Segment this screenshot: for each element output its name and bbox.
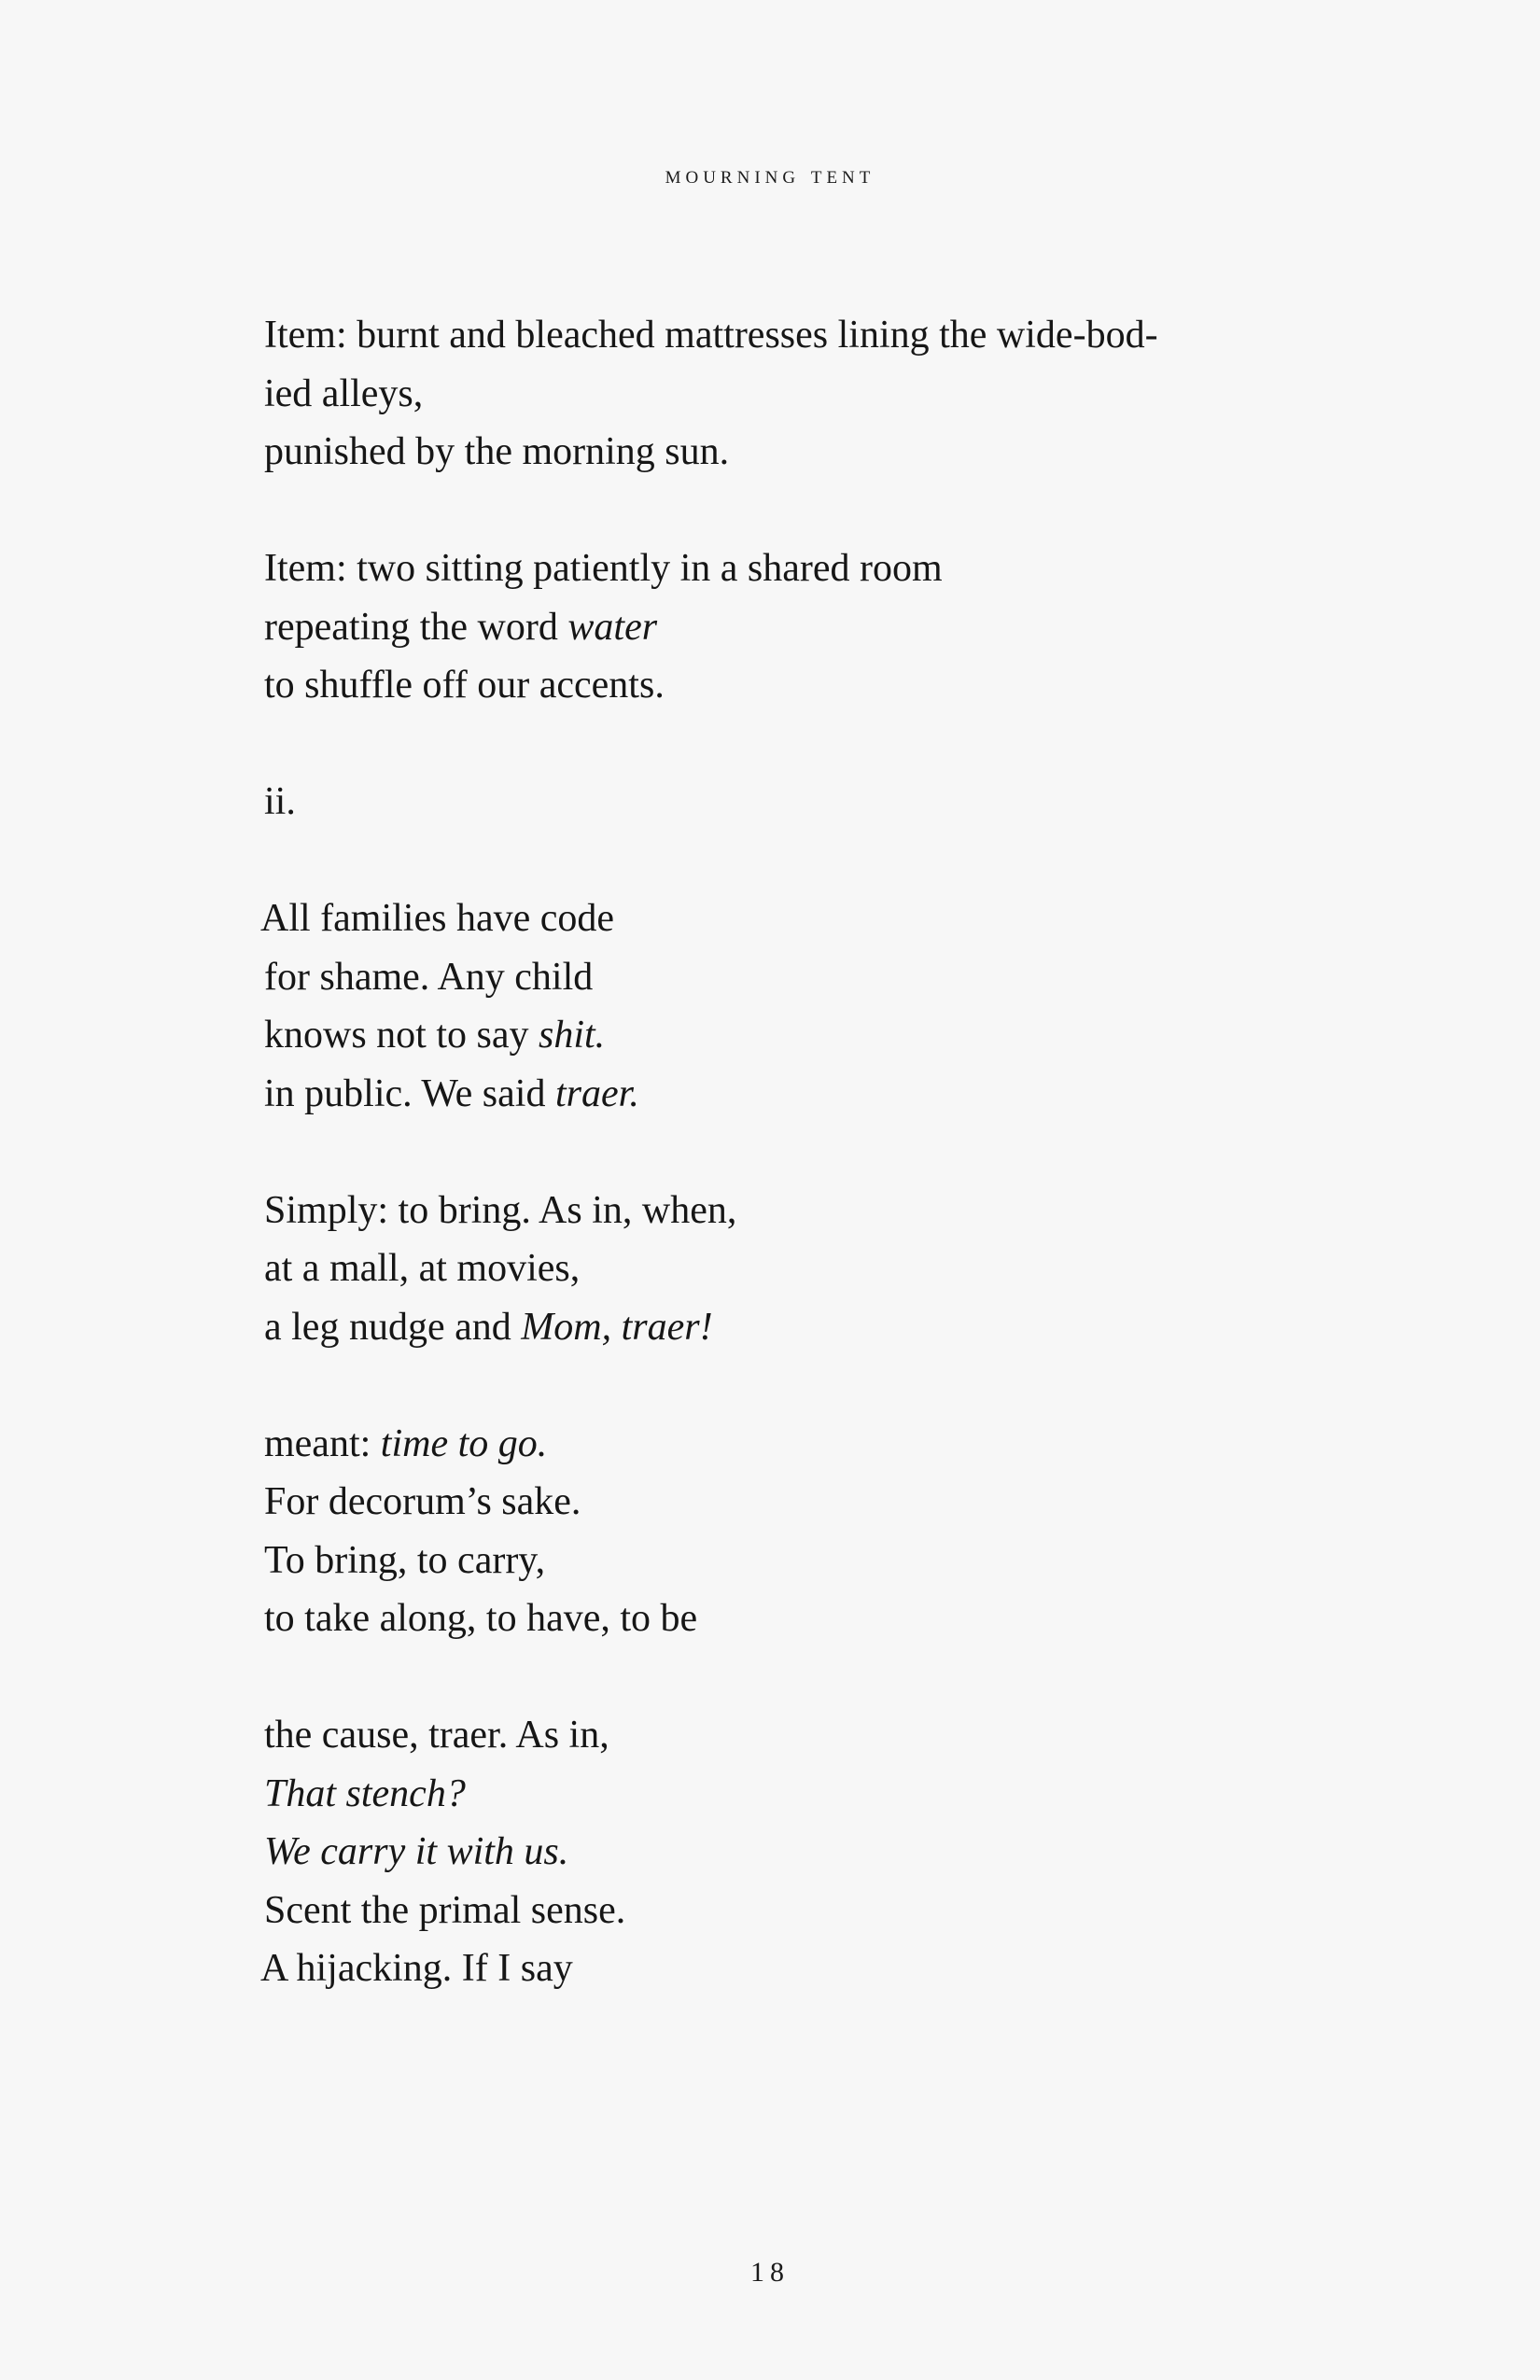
stanza	[264, 539, 1309, 715]
stanza	[260, 1706, 1309, 1998]
running-head: mourning tent	[665, 161, 875, 189]
italic-text: water	[567, 605, 658, 649]
stanza	[264, 306, 1309, 482]
poem-line	[264, 365, 1309, 424]
poem-line	[264, 1473, 1309, 1532]
line-text: Scent the primal sense.	[264, 1888, 626, 1932]
line-text: ii.	[264, 780, 296, 823]
poem-line	[264, 773, 1309, 832]
page-number: 18	[750, 2257, 790, 2288]
poem-line	[264, 1006, 1309, 1065]
line-text: To bring, to carry,	[264, 1538, 546, 1582]
italic-text: We carry it with us.	[264, 1830, 569, 1873]
poem-line	[264, 1415, 1309, 1474]
poem-line	[264, 656, 1309, 715]
line-text: Item: two sitting patiently in a shared room	[264, 547, 943, 590]
poem-line	[264, 1239, 1309, 1298]
poem-line	[264, 1589, 1309, 1648]
poem-line	[264, 1706, 1309, 1765]
stanza	[260, 889, 1309, 1123]
poem-line	[264, 539, 1309, 598]
italic-text: shit.	[539, 1014, 606, 1057]
poem-line	[264, 1298, 1309, 1357]
poem-line	[264, 1765, 1309, 1824]
line-text: knows not to say	[264, 1014, 539, 1057]
line-text: the cause, traer. As in,	[264, 1714, 609, 1757]
italic-text: That stench?	[264, 1771, 466, 1815]
poem-line	[260, 1939, 1309, 1998]
line-text: For decorum’s sake.	[264, 1480, 581, 1523]
poem-line	[264, 1532, 1309, 1590]
line-text: ied alleys,	[264, 371, 424, 415]
poem-line	[264, 948, 1309, 1007]
poem-line	[264, 306, 1309, 365]
line-text: A hijacking. If I say	[260, 1947, 573, 1990]
poem-line	[264, 1182, 1309, 1240]
line-text: in public. We said	[264, 1071, 555, 1115]
poem-line	[264, 1065, 1309, 1124]
line-text: Item: burnt and bleached mattresses lining the wide-bod-	[264, 314, 1158, 357]
line-text: All families have code	[260, 897, 615, 940]
poem-body	[260, 306, 1309, 2056]
line-text: meant:	[264, 1421, 381, 1465]
stanza	[264, 1182, 1309, 1357]
italic-text: time to go.	[380, 1421, 548, 1465]
poem-line	[264, 423, 1309, 482]
stanza	[264, 773, 1309, 832]
line-text: punished by the morning sun.	[264, 430, 730, 473]
italic-text: Mom, traer!	[521, 1305, 713, 1349]
line-text: for shame. Any child	[264, 955, 594, 999]
line-text: to shuffle off our accents.	[264, 664, 665, 707]
italic-text: traer.	[554, 1071, 639, 1115]
poem-line	[264, 1882, 1309, 1940]
line-text: Simply: to bring. As in, when,	[264, 1188, 737, 1232]
poem-line	[264, 1823, 1309, 1882]
stanza	[264, 1415, 1309, 1648]
line-text: at a mall, at movies,	[264, 1247, 581, 1290]
line-text: repeating the word	[264, 605, 568, 649]
line-text: to take along, to have, to be	[264, 1597, 698, 1640]
poem-line	[264, 598, 1309, 657]
line-text: a leg nudge and	[264, 1305, 522, 1349]
poem-line	[260, 889, 1309, 948]
